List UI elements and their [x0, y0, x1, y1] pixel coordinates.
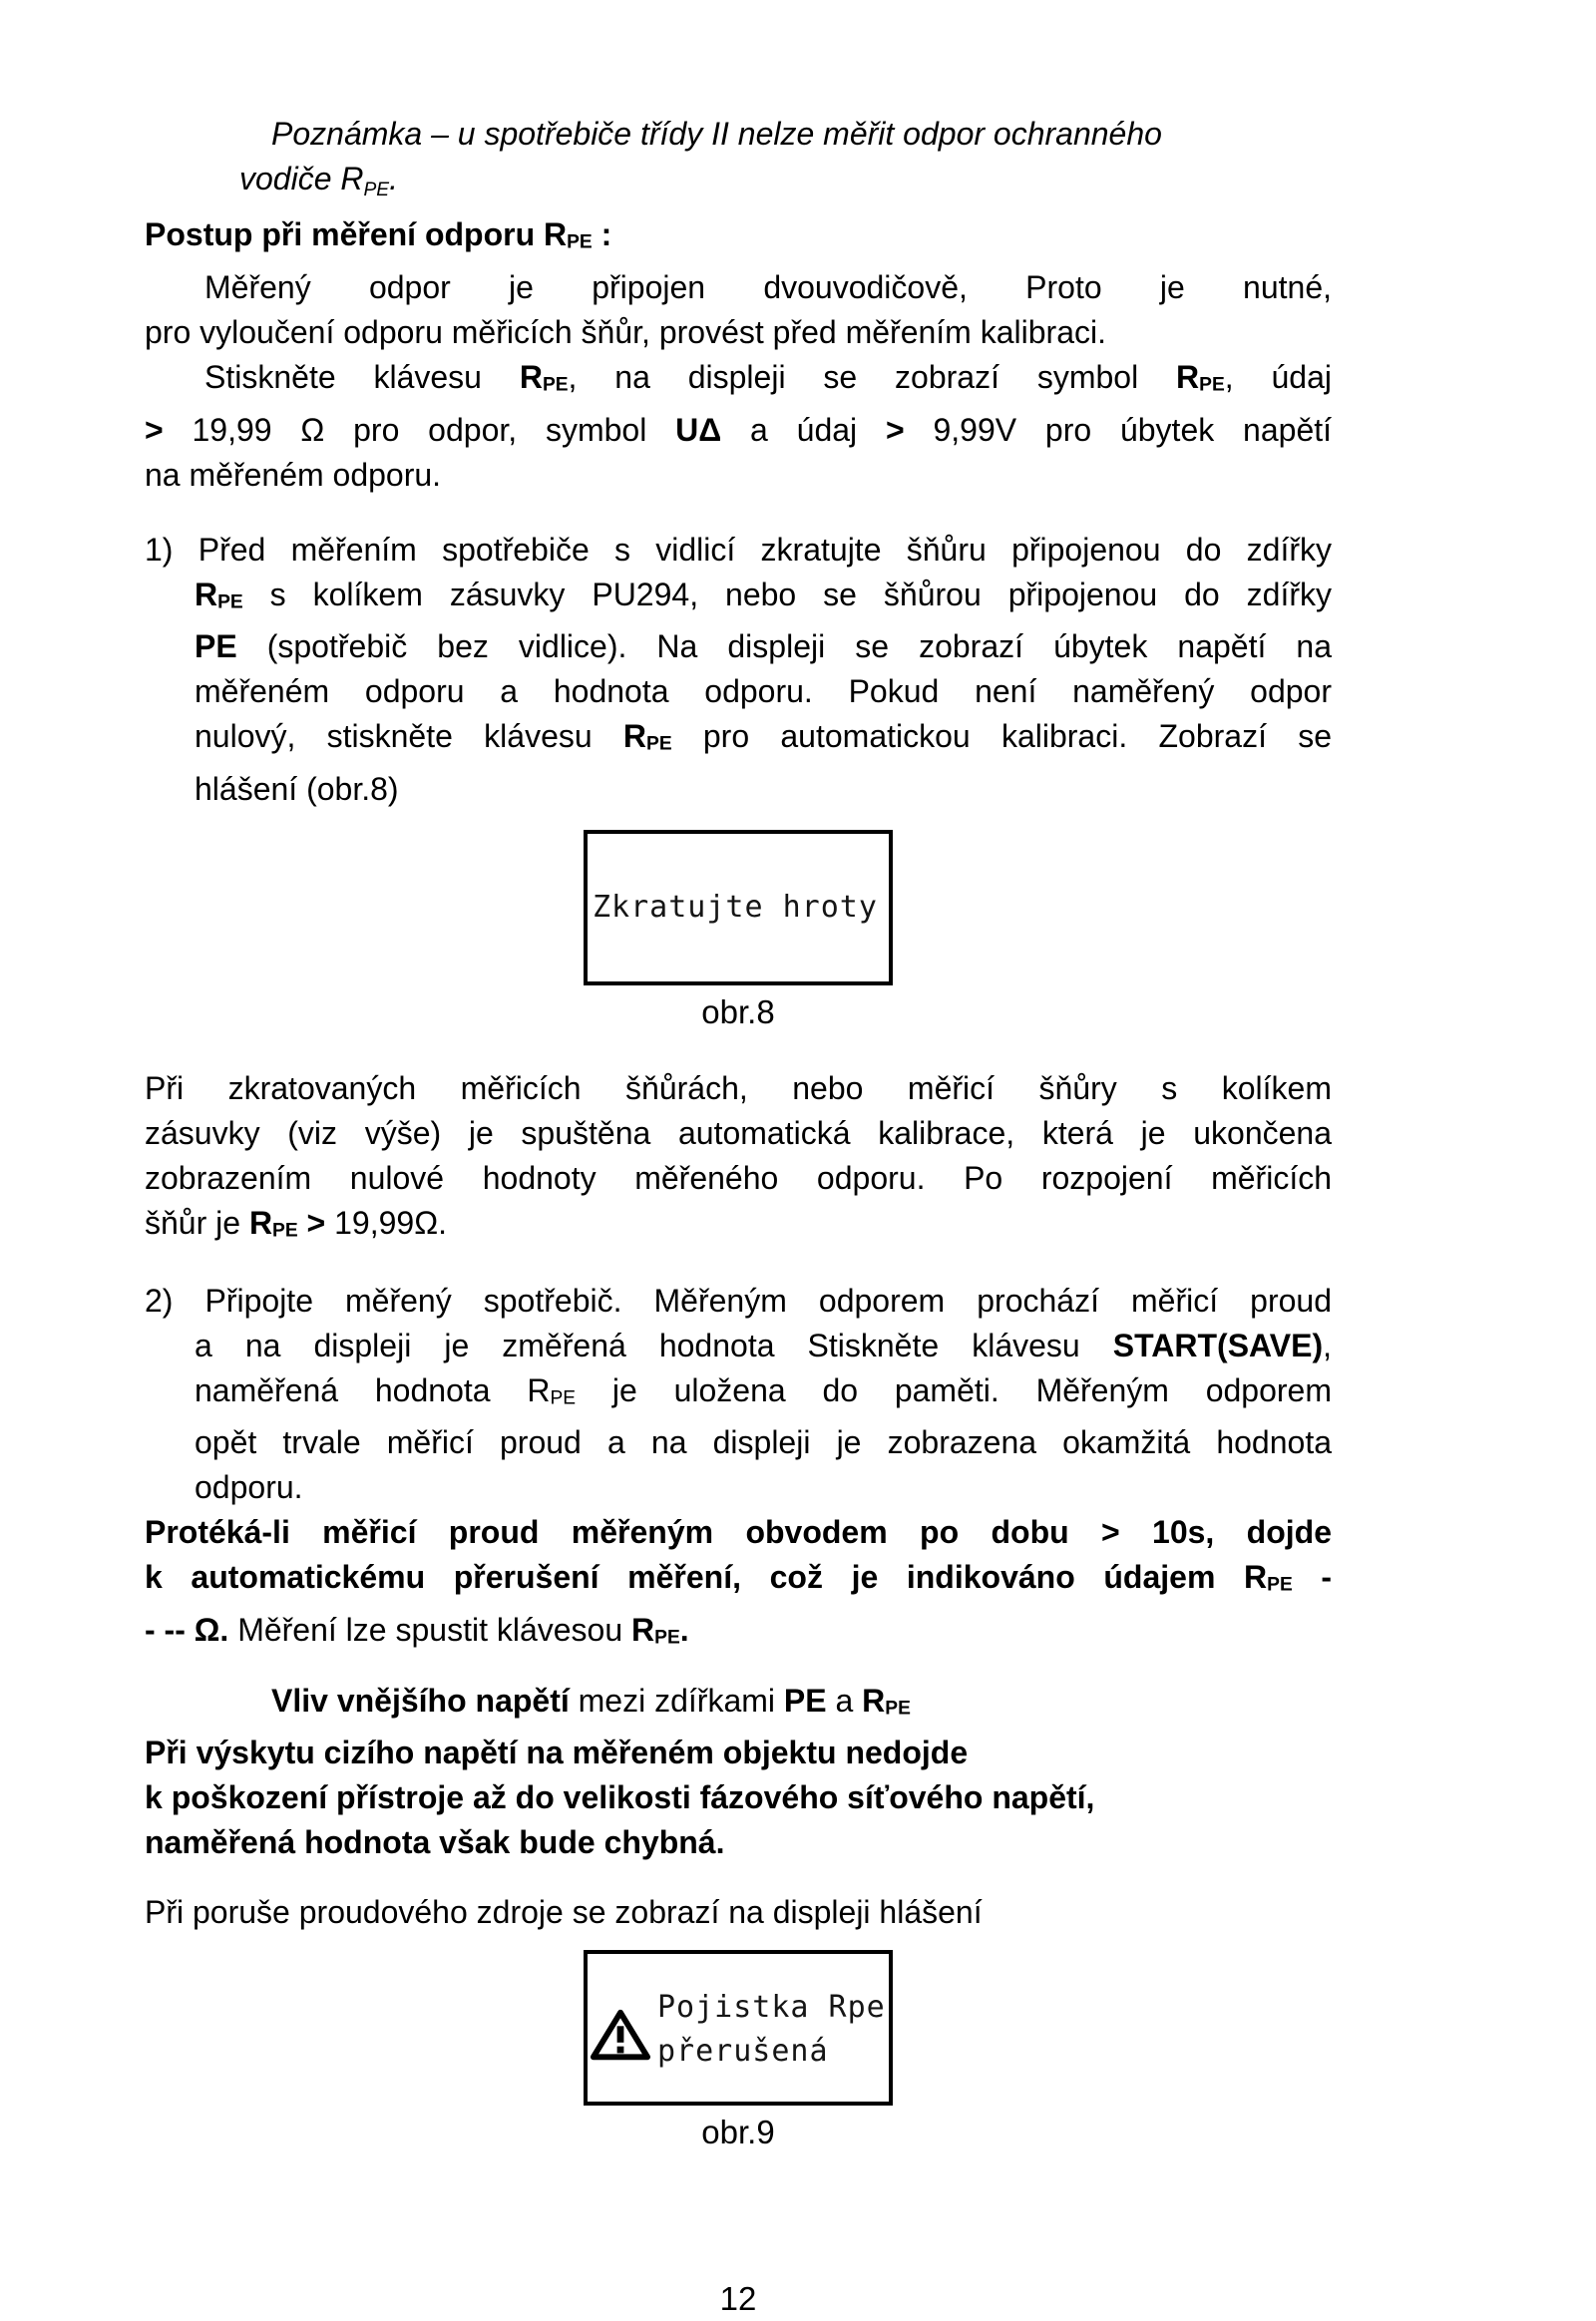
text-line: hlášení (obr.8): [195, 770, 399, 807]
page-number: 12: [719, 2280, 757, 2318]
figure-obr8: [584, 830, 893, 1034]
document-page: [145, 112, 1332, 2321]
text-line: nulový, stiskněte klávesu RPE pro automatickou kalibraci. Zobrazí se: [195, 718, 1333, 755]
text-line: 2) Připojte měřený spotřebič. Měřeným odporem prochází měřicí proud: [145, 1282, 1332, 1319]
text-line: a na displeji je změřená hodnota Stiskněte klávesu START(SAVE),: [195, 1327, 1332, 1363]
lcd-text-obr9: [657, 1986, 886, 2074]
para-timeout-warning: [145, 1510, 1332, 1660]
text-line: Poznámka – u spotřebiče třídy II nelze měřit odpor ochranného: [271, 116, 1162, 152]
text-line: Postup při měření odporu RPE :: [145, 216, 612, 253]
step-1: [145, 528, 1332, 812]
text-line: odporu.: [195, 1469, 303, 1506]
procedure-heading: [145, 212, 1332, 265]
para-fault-message: [145, 1890, 1332, 1935]
text-line: pro vyloučení odporu měřicích šňůr, provést před měřením kalibraci.: [145, 313, 1106, 350]
text-line: k automatickému přerušení měření, což je indikováno údajem RPE -: [145, 1559, 1333, 1596]
text-line: RPE s kolíkem zásuvky PU294, nebo se šňůrou připojenou do zdířky: [195, 576, 1332, 613]
text-line: Stiskněte klávesu RPE, na displeji se zobrazí symbol RPE, údaj: [204, 358, 1333, 396]
text-line: Při zkratovaných měřicích šňůrách, nebo měřicí šňůry s kolíkem: [145, 1069, 1332, 1106]
text-line: Při poruše proudového zdroje se zobrazí na displeji hlášení: [145, 1894, 983, 1931]
figure-obr9: [584, 1950, 893, 2154]
lcd-text-obr8: Zkratujte hroty: [593, 889, 878, 925]
text-line: opět trvale měřicí proud a na displeji je zobrazena okamžitá hodnota: [195, 1424, 1332, 1461]
para-press-rpe: [145, 355, 1332, 498]
text-line: > 19,99 Ω pro odpor, symbol UΔ a údaj > 9,99V pro úbytek napětí: [145, 411, 1333, 448]
figure-caption-obr8: obr.8: [701, 992, 775, 1030]
text-line: - -- Ω. Měření lze spustit klávesou RPE.: [145, 1611, 689, 1649]
text-line: šňůr je RPE > 19,99Ω.: [145, 1204, 448, 1242]
lcd-display-obr8: [584, 830, 893, 985]
text-line: zásuvky (viz výše) je spuštěna automatická kalibrace, která je ukončena: [145, 1114, 1332, 1151]
text-line: Při výskytu cizího napětí na měřeném objektu nedojde: [145, 1735, 969, 1771]
text-line: na měřeném odporu.: [145, 456, 442, 493]
lcd-text-obr9-line2: přerušená: [657, 2034, 829, 2070]
warning-triangle-icon: [590, 2007, 651, 2065]
lcd-display-obr9: [584, 1950, 893, 2106]
text-line: naměřená hodnota však bude chybná.: [145, 1824, 725, 1861]
text-line: Protéká-li měřicí proud měřeným obvodem po dobu > 10s, dojde: [145, 1514, 1332, 1551]
text-line: k poškození přístroje až do velikosti fázového síťového napětí,: [145, 1779, 1095, 1816]
figure-caption-obr9: obr.9: [701, 2114, 775, 2151]
text-line: Vliv vnějšího napětí mezi zdířkami PE a RPE: [271, 1682, 911, 1720]
note-paragraph: [239, 112, 1332, 212]
text-line: PE (spotřebič bez vidlice). Na displeji se zobrazí úbytek napětí na: [195, 628, 1332, 665]
step-2: [145, 1279, 1332, 1511]
text-line: Měřený odpor je připojen dvouvodičově, Proto je nutné,: [204, 268, 1332, 305]
text-line: zobrazením nulové hodnoty měřeného odporu. Po rozpojení měřicích: [145, 1159, 1332, 1196]
external-voltage-warning: [145, 1731, 1332, 1865]
text-line: 1) Před měřením spotřebiče s vidlicí zkratujte šňůru připojenou do zdířky: [145, 531, 1332, 568]
para-two-wire: [145, 265, 1332, 355]
external-voltage-heading: [271, 1679, 1332, 1732]
text-line: měřeném odporu a hodnota odporu. Pokud není naměřený odpor: [195, 673, 1332, 710]
text-line: naměřená hodnota RPE je uložena do paměti. Měřeným odporem: [195, 1371, 1333, 1409]
para-auto-calibration: [145, 1066, 1332, 1254]
text-line: vodiče $R_{PE}$.: [239, 161, 398, 201]
lcd-text-obr9-line1: Pojistka Rpe: [657, 1990, 886, 2026]
